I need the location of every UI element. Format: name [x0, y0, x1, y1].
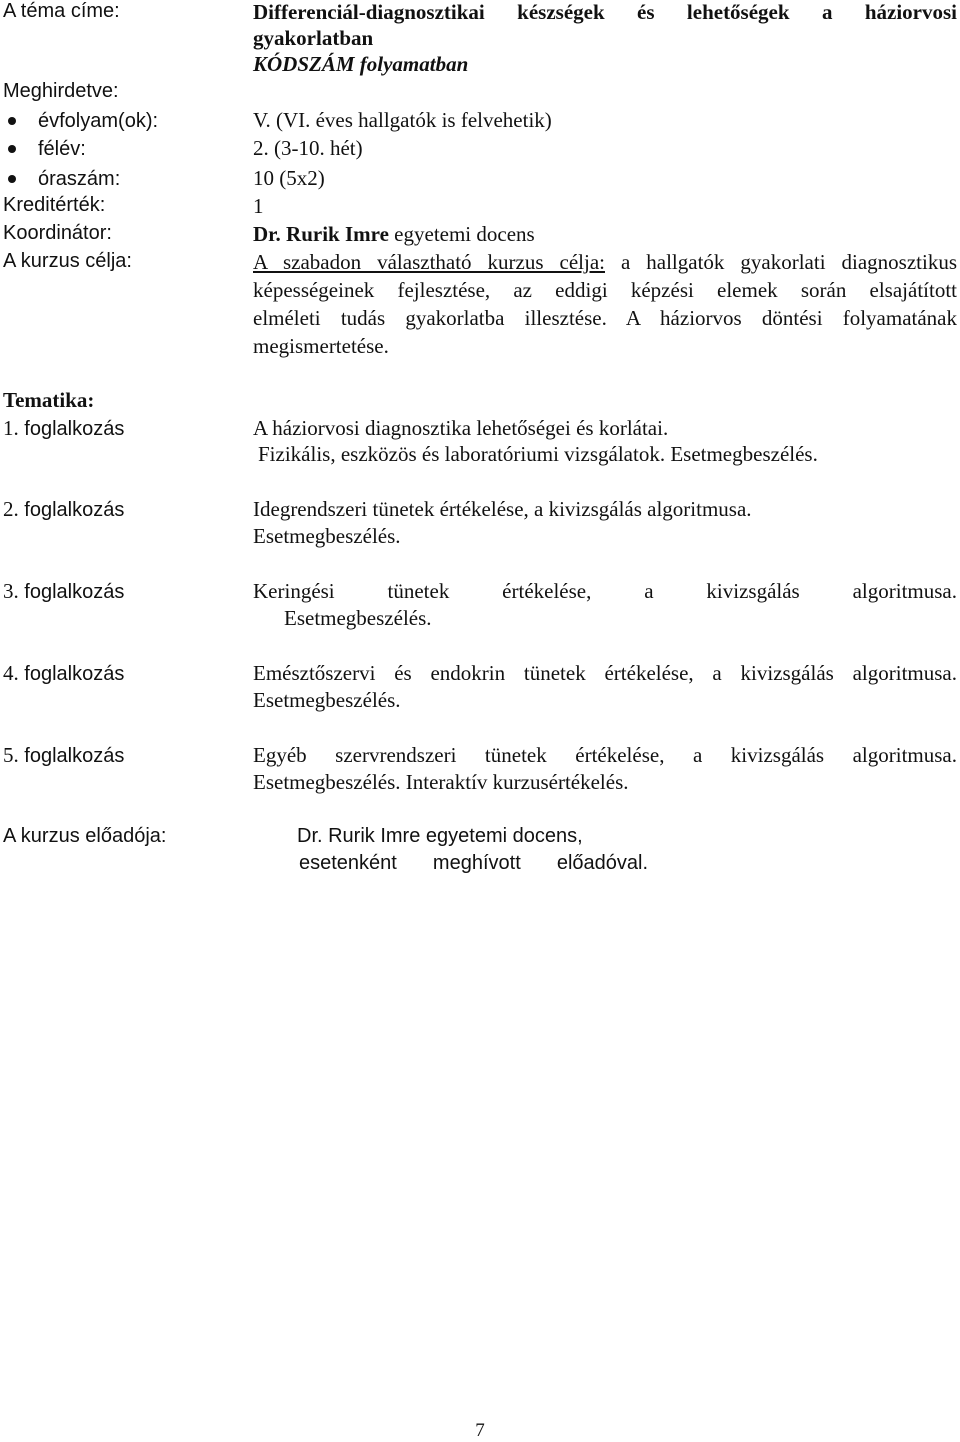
hours-label: óraszám:: [38, 168, 121, 190]
coordinator-name: Dr. Rurik Imre: [253, 222, 389, 246]
session-2-line2: Esetmegbeszélés.: [253, 524, 401, 548]
lecturer-line1: Dr. Rurik Imre egyetemi docens,: [297, 825, 583, 847]
topic-title-line1: Differenciál-diagnosztikai készségek és lehetőségek a háziorvosi: [253, 0, 957, 24]
topic-label: A téma címe:: [3, 0, 120, 22]
year-label: évfolyam(ok):: [38, 110, 159, 132]
semester-row: [3, 136, 86, 161]
session-5-line2: Esetmegbeszélés. Interaktív kurzusértékelés.: [253, 770, 629, 794]
session-3-label: 3. foglalkozás: [3, 579, 125, 603]
coordinator-label: Koordinátor:: [3, 222, 112, 244]
semester-label: félév:: [38, 138, 86, 160]
coordinator-value: [253, 222, 957, 247]
coordinator-title: egyetemi docens: [388, 222, 535, 246]
session-3-line2: Esetmegbeszélés.: [284, 606, 432, 630]
session-5-line1: Egyéb szervrendszeri tünetek értékelése, a kivizsgálás algoritmusa.: [253, 743, 957, 767]
session-1-line1: A háziorvosi diagnosztika lehetőségei és korlátai.: [253, 416, 669, 440]
topic-code: KÓDSZÁM folyamatban: [253, 52, 469, 76]
session-1-label: 1. foglalkozás: [3, 416, 125, 440]
session-5-label: 5. foglalkozás: [3, 743, 125, 767]
syllabus-heading: Tematika:: [3, 388, 95, 412]
page-number: 7: [475, 1420, 485, 1441]
session-4-line2: Esetmegbeszélés.: [253, 688, 401, 712]
aim-line3: elméleti tudás gyakorlatba illesztése. A háziorvos döntési folyamatának: [253, 306, 957, 330]
aim-label: A kurzus célja:: [3, 250, 132, 272]
bullet-icon: [8, 175, 16, 183]
lecturer-line2: esetenként meghívott előadóval.: [299, 852, 648, 874]
bullet-icon: [8, 145, 16, 153]
aim-underlined: A szabadon választható kurzus célja:: [253, 250, 605, 274]
credit-label: Kreditérték:: [3, 194, 106, 216]
aim-line2: képességeinek fejlesztése, az eddigi képzési elemek során elsajátított: [253, 278, 957, 302]
session-2-line1: Idegrendszeri tünetek értékelése, a kivizsgálás algoritmusa.: [253, 497, 752, 521]
credit-value: 1: [253, 194, 264, 218]
hours-row: [3, 166, 120, 191]
bullet-icon: [8, 117, 16, 125]
announced-label: Meghirdetve:: [3, 80, 119, 102]
semester-value: 2. (3-10. hét): [253, 136, 363, 160]
aim-line1: A szabadon választható kurzus célja: a hallgatók gyakorlati diagnosztikus: [253, 250, 957, 274]
hours-value: 10 (5x2): [253, 166, 325, 190]
year-row: [3, 108, 158, 133]
session-4-label: 4. foglalkozás: [3, 661, 125, 685]
topic-title-line2: gyakorlatban: [253, 26, 374, 50]
lecturer-label: A kurzus előadója:: [3, 825, 167, 847]
aim-line4: megismertetése.: [253, 334, 389, 358]
session-2-label: 2. foglalkozás: [3, 497, 125, 521]
session-1-line2: Fizikális, eszközös és laboratóriumi vizsgálatok. Esetmegbeszélés.: [258, 442, 818, 466]
session-3-line1: Keringési tünetek értékelése, a kivizsgálás algoritmusa.: [253, 579, 957, 603]
year-value: V. (VI. éves hallgatók is felvehetik): [253, 108, 552, 132]
session-4-line1: Emésztőszervi és endokrin tünetek értékelése, a kivizsgálás algoritmusa.: [253, 661, 957, 685]
